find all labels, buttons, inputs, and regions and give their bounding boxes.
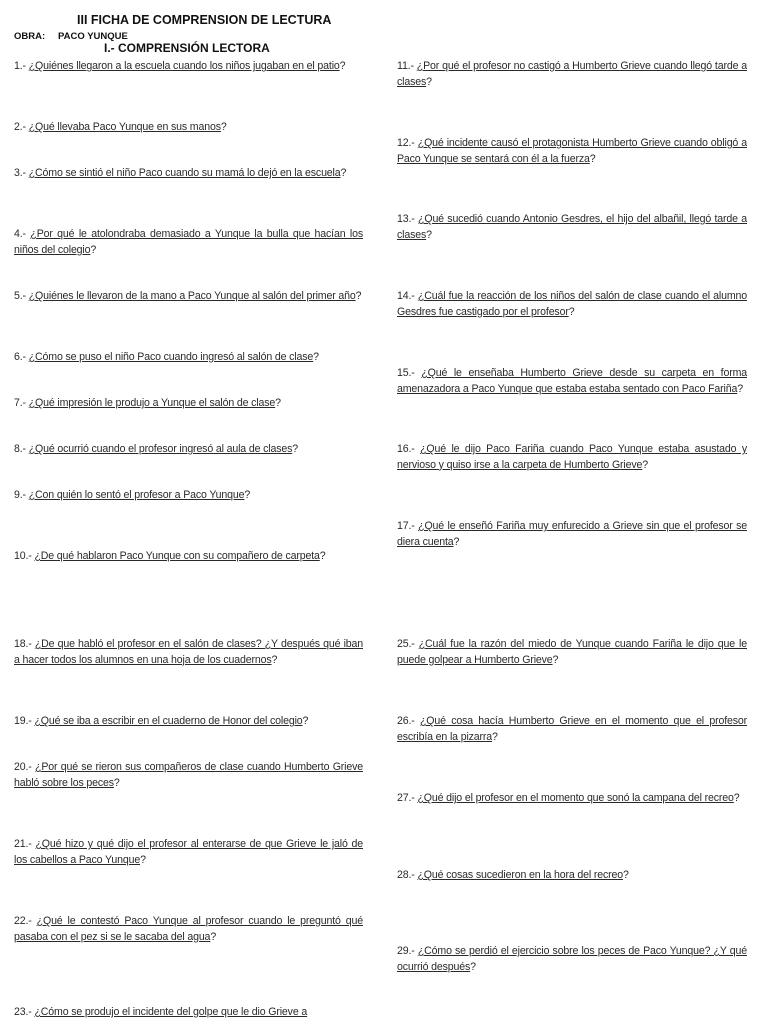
question-17: 17.- ¿Qué le enseñó Fariña muy enfurecido a Grieve sin que el profesor se diera cuenta? <box>397 520 747 548</box>
question-19: 19.- ¿Qué se iba a escribir en el cuaderno de Honor del colegio? <box>14 715 309 727</box>
worksheet-title: III FICHA DE COMPRENSION DE LECTURA <box>77 13 332 27</box>
question-8: 8.- ¿Qué ocurrió cuando el profesor ingresó al aula de clases? <box>14 443 298 455</box>
question-11: 11.- ¿Por qué el profesor no castigó a Humberto Grieve cuando llegó tarde a clases? <box>397 60 747 88</box>
question-6: 6.- ¿Cómo se puso el niño Paco cuando ingresó al salón de clase? <box>14 351 319 363</box>
question-3: 3.- ¿Cómo se sintió el niño Paco cuando su mamá lo dejó en la escuela? <box>14 167 347 179</box>
question-20: 20.- ¿Por qué se rieron sus compañeros de clase cuando Humberto Grieve habló sobre los peces? <box>14 761 363 789</box>
question-22: 22.- ¿Qué le contestó Paco Yunque al profesor cuando le preguntó qué pasaba con el pez si se le sacaba del agua? <box>14 915 363 943</box>
question-26: 26.- ¿Qué cosa hacía Humberto Grieve en el momento que el profesor escribía en la pizarra? <box>397 715 747 743</box>
section-heading: I.- COMPRENSIÓN LECTORA <box>104 41 270 55</box>
question-13: 13.- ¿Qué sucedió cuando Antonio Gesdres, el hijo del albañil, llegó tarde a clases? <box>397 213 747 241</box>
obra-label: OBRA: <box>14 31 46 42</box>
question-12: 12.- ¿Qué incidente causó el protagonista Humberto Grieve cuando obligó a Paco Yunque se sentará con él a la fuerza? <box>397 137 748 165</box>
question-21: 21.- ¿Qué hizo y qué dijo el profesor al enterarse de que Grieve le jaló de los cabellos a Paco Yunque? <box>14 838 364 866</box>
question-28: 28.- ¿Qué cosas sucedieron en la hora del recreo? <box>397 869 629 881</box>
question-27: 27.- ¿Qué dijo el profesor en el momento que sonó la campana del recreo? <box>397 792 740 804</box>
question-15: 15.- ¿Qué le enseñaba Humberto Grieve desde su carpeta en forma amenazadora a Paco Yunque que estaba estaba sentado con Paco Fariña? <box>397 367 747 395</box>
question-9: 9.- ¿Con quién lo sentó el profesor a Paco Yunque? <box>14 489 251 501</box>
question-29: 29.- ¿Cómo se perdió el ejercicio sobre los peces de Paco Yunque? ¿Y qué ocurrió después? <box>397 945 747 973</box>
question-16: 16.- ¿Qué le dijo Paco Fariña cuando Paco Yunque estaba asustado y nervioso y quiso irse a la carpeta de Humberto Grieve? <box>397 443 747 471</box>
question-2: 2.- ¿Qué llevaba Paco Yunque en sus manos? <box>14 121 227 133</box>
question-14: 14.- ¿Cuál fue la reacción de los niños del salón de clase cuando el alumno Gesdres fue castigado por el profesor? <box>397 290 747 318</box>
question-4: 4.- ¿Por qué le atolondraba demasiado a Yunque la bulla que hacían los niños del colegio? <box>14 228 363 256</box>
question-18: 18.- ¿De que habló el profesor en el salón de clases? ¿Y después qué iban a hacer todos los alumnos en una hoja de los cuadernos? <box>14 638 363 666</box>
question-5: 5.- ¿Quiénes le llevaron de la mano a Paco Yunque al salón del primer año? <box>14 290 362 302</box>
question-7: 7.- ¿Qué impresión le produjo a Yunque el salón de clase? <box>14 397 281 409</box>
question-23: 23.- ¿Cómo se produjo el incidente del golpe que le dio Grieve a <box>14 1006 308 1018</box>
question-25: 25.- ¿Cuál fue la razón del miedo de Yunque cuando Fariña le dijo que le puede golpear a Humberto Grieve? <box>397 638 748 666</box>
obra-value: PACO YUNQUE <box>58 31 128 42</box>
question-10: 10.- ¿De qué hablaron Paco Yunque con su compañero de carpeta? <box>14 550 326 562</box>
question-1: 1.- ¿Quiénes llegaron a la escuela cuando los niños jugaban en el patio? <box>14 60 346 72</box>
